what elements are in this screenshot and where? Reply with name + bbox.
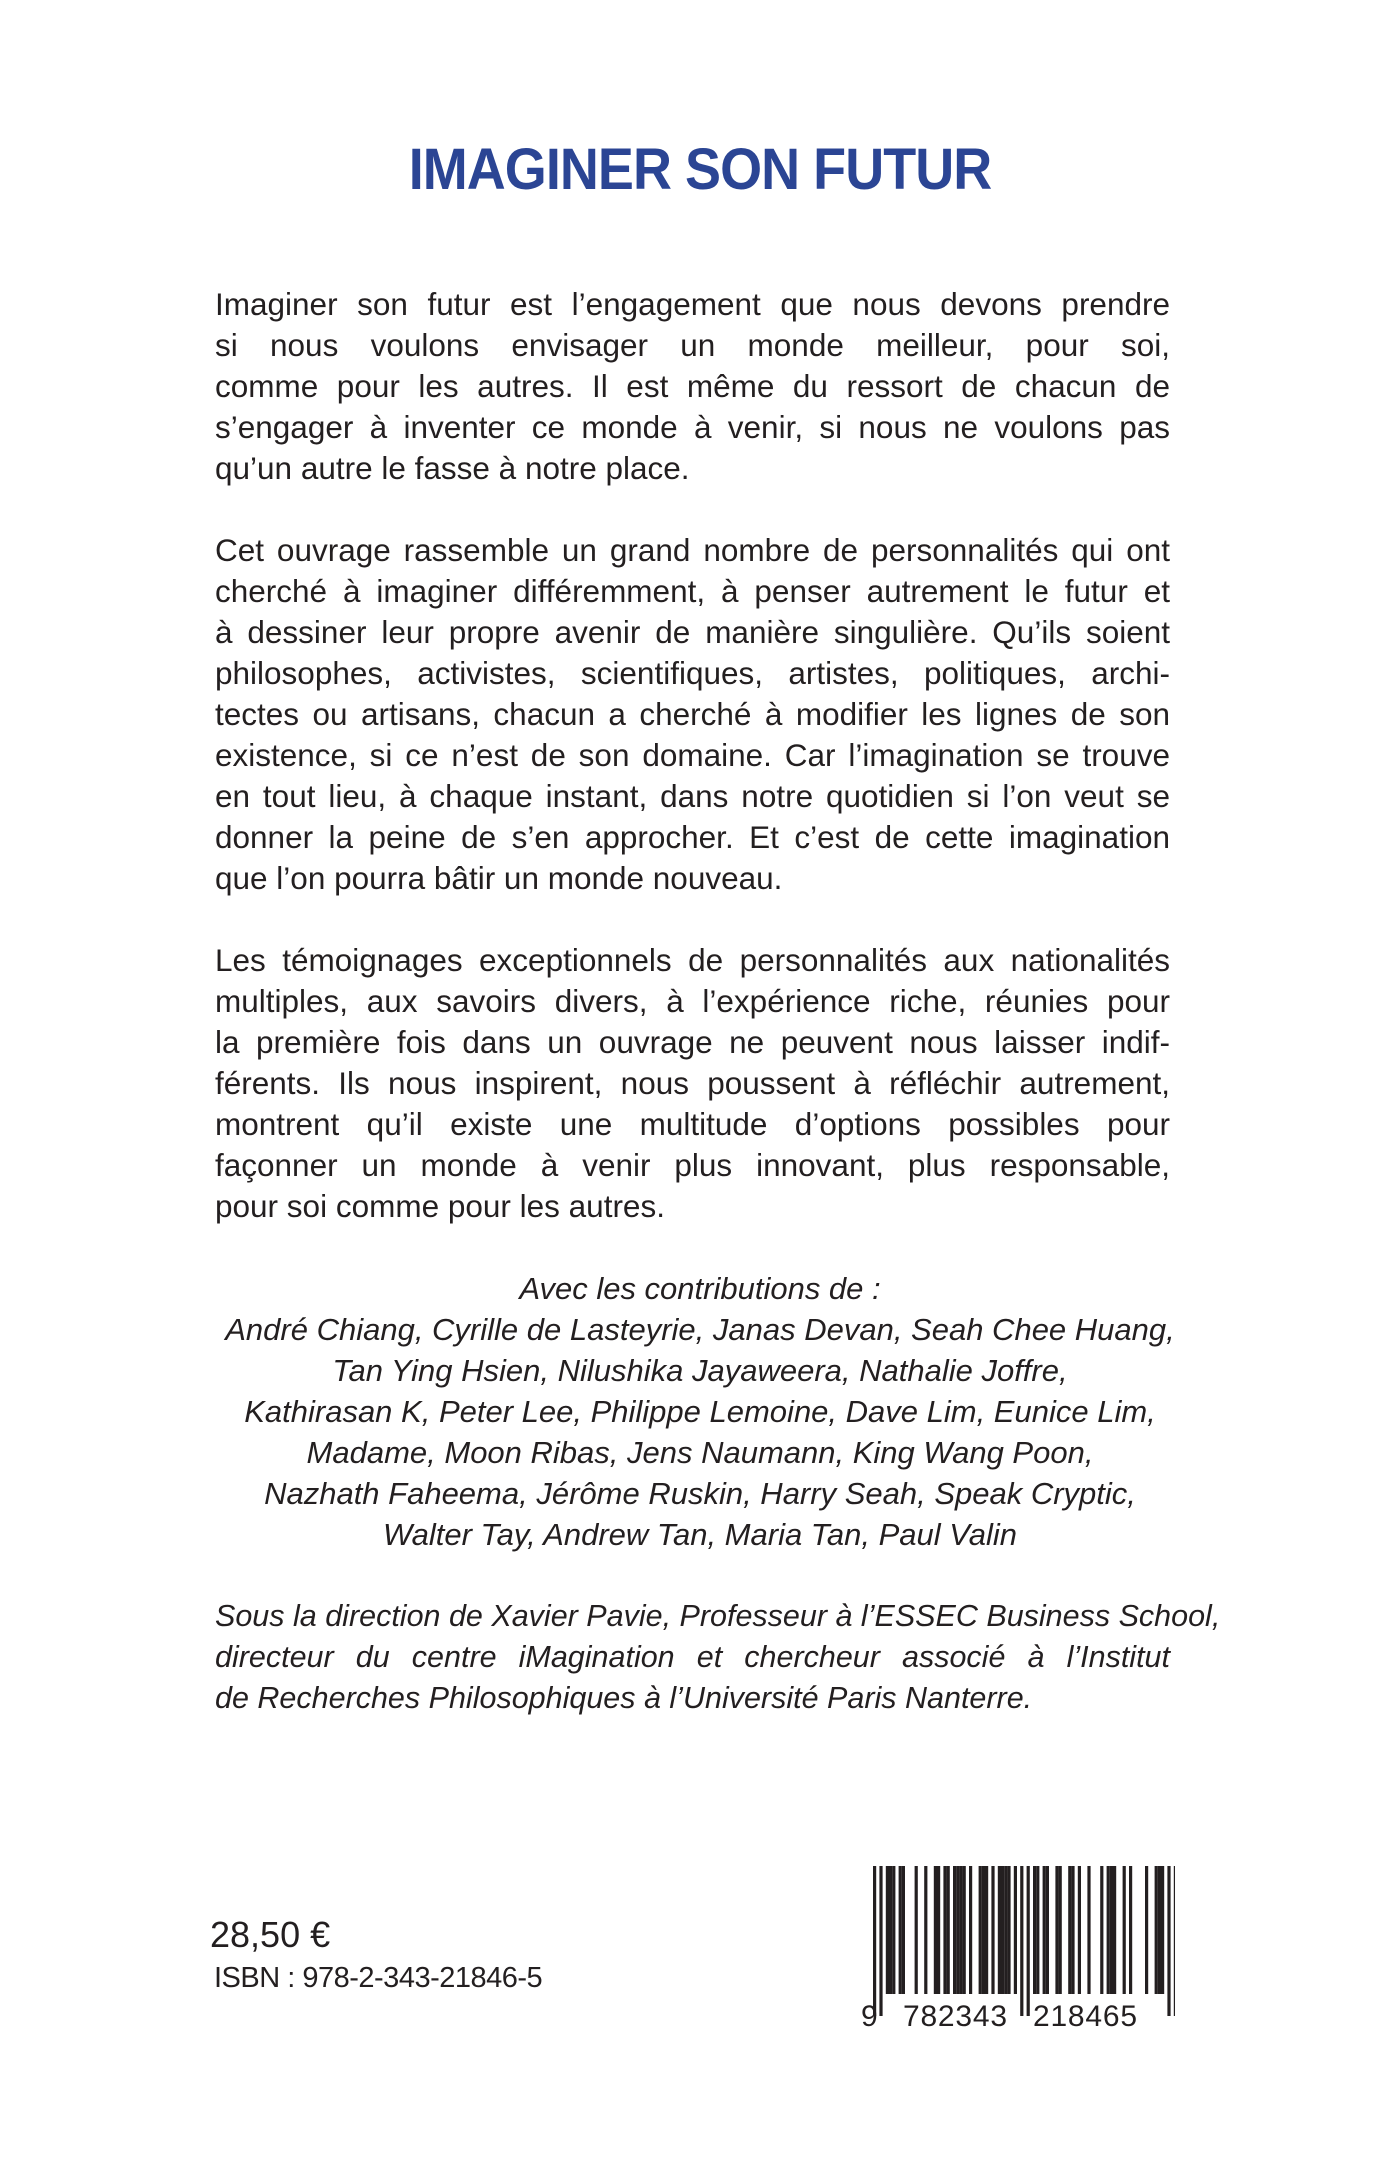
barcode-bar [899, 1866, 902, 1994]
barcode-bar [1059, 1866, 1062, 1994]
barcode-bar [1174, 1866, 1175, 2016]
paragraph-line: que l’on pourra bâtir un monde nouveau. [215, 860, 783, 896]
editor-credit-line: de Recherches Philosophiques à l’Université Paris Nanterre. [215, 1681, 1033, 1715]
paragraph-line: cherché à imaginer différemment, à penser autrement le futur et [215, 573, 1170, 609]
paragraph-line: Imaginer son futur est l’engagement que nous devons prendre [215, 286, 1170, 322]
barcode-bar [1014, 1866, 1017, 1994]
paragraph-line: existence, si ce n’est de son domaine. Car l’imagination se trouve [215, 737, 1170, 773]
barcode-bar [1071, 1866, 1074, 1994]
barcode-bar [924, 1866, 927, 1994]
paragraph-line: s’engager à inventer ce monde à venir, si nous ne voulons pas [215, 409, 1170, 445]
barcode-bar [959, 1866, 962, 1994]
barcode-bar [1087, 1866, 1090, 1994]
barcode-bar [943, 1866, 946, 1994]
barcode-bar [953, 1866, 956, 1994]
barcode-bar [1036, 1866, 1039, 1994]
barcode-bar [1107, 1866, 1110, 1994]
barcode-digits-right: 218465 [1033, 2000, 1137, 2033]
barcode-digit-first: 9 [861, 2000, 878, 2033]
barcode-bar [982, 1866, 985, 1994]
contributors-list [200, 1268, 1200, 1555]
contributors-line: André Chiang, Cyrille de Lasteyrie, Janas Devan, Seah Chee Huang, [225, 1312, 1175, 1347]
barcode-bar [934, 1866, 937, 1994]
barcode-bar [1110, 1866, 1113, 1994]
barcode-digits-left: 782343 [903, 2000, 1007, 2033]
isbn: ISBN : 978-2-343-21846-5 [214, 1962, 543, 1994]
paragraph-line: en tout lieu, à chaque instant, dans notre quotidien si l’on veut se [215, 778, 1170, 814]
paragraph-3 [215, 940, 1170, 1227]
barcode-bar [979, 1866, 982, 1994]
editor-credit-line: Sous la direction de Xavier Pavie, Professeur à l’ESSEC Business School, [215, 1599, 1221, 1633]
barcode-bar [963, 1866, 966, 1994]
contributors-heading: Avec les contributions de : [519, 1271, 881, 1306]
barcode-bar [889, 1866, 892, 1994]
barcode-bar [879, 1866, 882, 2016]
paragraph-line: pour soi comme pour les autres. [215, 1188, 665, 1224]
editor-credit-line: directeur du centre iMagination et chercheur associé à l’Institut [215, 1640, 1170, 1674]
barcode-bar [956, 1866, 959, 1994]
paragraph-line: donner la peine de s’en approcher. Et c’est de cette imagination [215, 819, 1170, 855]
contributors-line: Walter Tay, Andrew Tan, Maria Tan, Paul Valin [382, 1517, 1018, 1552]
barcode-bar [1001, 1866, 1004, 1994]
paragraph-line: à dessiner leur propre avenir de manière singulière. Qu’ils soient [215, 614, 1170, 650]
barcode-bar [892, 1866, 895, 1994]
paragraph-line: multiples, aux savoirs divers, à l’expérience riche, réunies pour [215, 983, 1170, 1019]
barcode-bar [1158, 1866, 1161, 1994]
paragraph-line: férents. Ils nous inspirent, nous poussent à réfléchir autrement, [215, 1065, 1170, 1101]
barcode-bar [1167, 1866, 1170, 2016]
barcode-bar [1123, 1866, 1126, 1994]
paragraph-line: Cet ouvrage rassemble un grand nombre de personnalités qui ont [215, 532, 1170, 568]
barcode-bar [1068, 1866, 1071, 1994]
paragraph-line: tectes ou artisans, chacun a cherché à modifier les lignes de son [215, 696, 1170, 732]
paragraph-line: montrent qu’il existe une multitude d’options possibles pour [215, 1106, 1170, 1142]
paragraph-line: comme pour les autres. Il est même du ressort de chacun de [215, 368, 1170, 404]
paragraph-1 [215, 284, 1170, 489]
barcode-bar [1027, 1866, 1030, 2016]
barcode-bar [947, 1866, 950, 1994]
barcode-bar [1129, 1866, 1132, 1994]
barcode-bar [998, 1866, 1001, 1994]
barcode-bar [1100, 1866, 1103, 1994]
barcode-bar [873, 1866, 876, 2016]
paragraph-line: la première fois dans un ouvrage ne peuvent nous laisser indif- [215, 1024, 1170, 1060]
paragraph-line: philosophes, activistes, scientifiques, artistes, politiques, archi- [215, 655, 1170, 691]
contributors-line: Tan Ying Hsien, Nilushika Jayaweera, Nathalie Joffre, [332, 1353, 1068, 1388]
barcode-bar [969, 1866, 972, 1994]
contributors-line: Madame, Moon Ribas, Jens Naumann, King Wang Poon, [306, 1435, 1094, 1470]
contributors-line: Nazhath Faheema, Jérôme Ruskin, Harry Seah, Speak Cryptic, [264, 1476, 1136, 1511]
barcode-bar [1043, 1866, 1046, 1994]
barcode-bar [1020, 1866, 1023, 2016]
book-title: IMAGINER SON FUTUR [408, 137, 992, 202]
barcode-bar [886, 1866, 889, 1994]
barcode-bar [1007, 1866, 1010, 1994]
barcode-bar [991, 1866, 994, 1994]
barcode-bar [1004, 1866, 1007, 1994]
barcode-bar [1046, 1866, 1049, 1994]
barcode-bar [985, 1866, 988, 1994]
isbn-barcode [855, 1866, 1175, 2036]
editor-credit [215, 1596, 1221, 1719]
paragraph-line: si nous voulons envisager un monde meilleur, pour soi, [215, 327, 1170, 363]
barcode-bar [1155, 1866, 1158, 1994]
barcode-bar [902, 1866, 905, 1994]
barcode-bar [937, 1866, 940, 1994]
barcode-bar [915, 1866, 918, 1994]
paragraph-line: qu’un autre le fasse à notre place. [215, 450, 690, 486]
paragraph-line: façonner un monde à venir plus innovant, plus responsable, [215, 1147, 1170, 1183]
price: 28,50 € [210, 1914, 331, 1955]
contributors-line: Kathirasan K, Peter Lee, Philippe Lemoine, Dave Lim, Eunice Lim, [244, 1394, 1156, 1429]
paragraph-line: Les témoignages exceptionnels de personnalités aux nationalités [215, 942, 1170, 978]
barcode-bar [1033, 1866, 1036, 1994]
paragraph-2 [215, 530, 1170, 899]
barcode-bar [1055, 1866, 1058, 1994]
barcode-bar [1078, 1866, 1081, 1994]
barcode-bar [1145, 1866, 1148, 1994]
barcode-bar [1161, 1866, 1164, 1994]
barcode-bar [1113, 1866, 1116, 1994]
